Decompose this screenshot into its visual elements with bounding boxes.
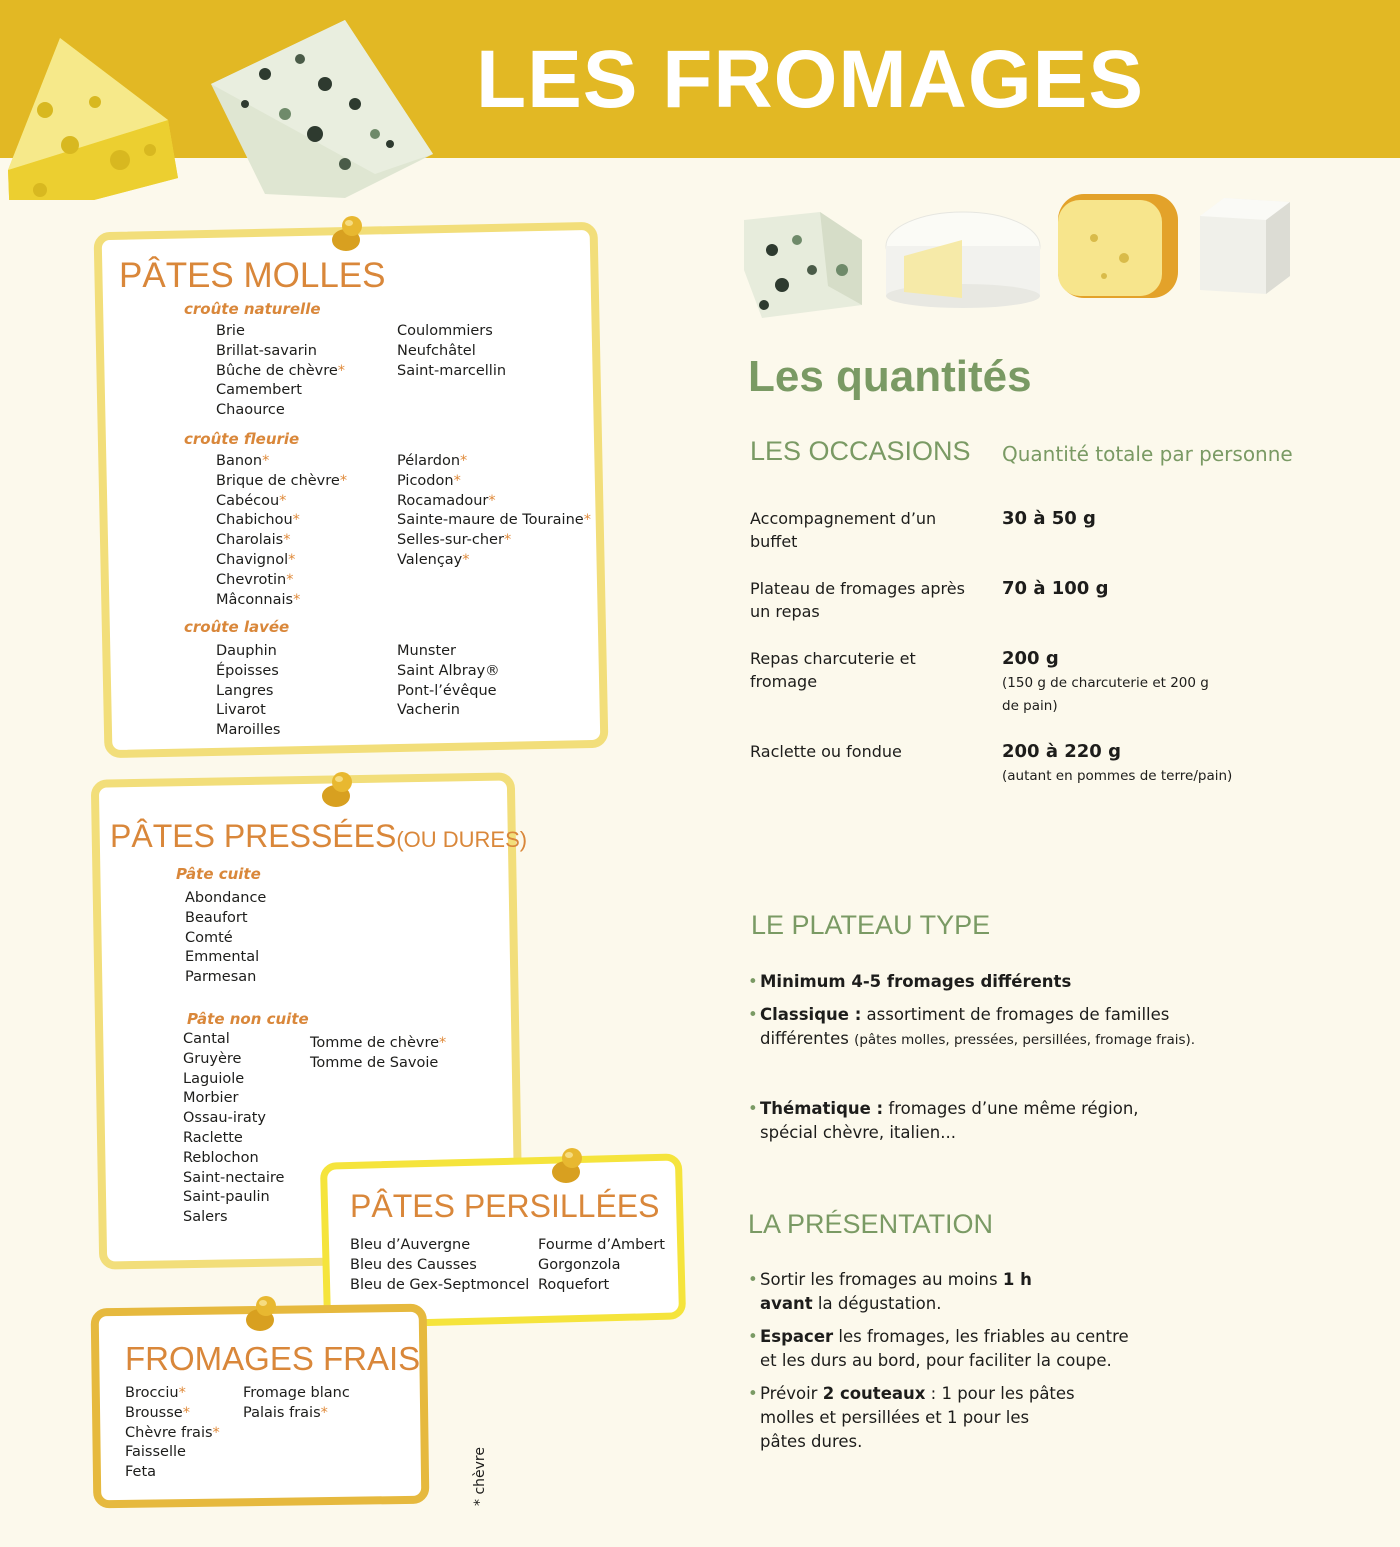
push-pin-icon [548, 1144, 588, 1186]
list-item: Palais frais* [243, 1404, 328, 1421]
plateau-heading: LE PLATEAU TYPE [751, 910, 991, 940]
list-item: Brique de chèvre* [216, 472, 348, 489]
camembert-icon [884, 206, 1042, 310]
croute-fleurie-label: croûte fleurie [184, 430, 300, 448]
list-item: Saint Albray® [397, 662, 500, 679]
list-item: Mâconnais* [216, 591, 301, 608]
quantites-title: Les quantités [748, 352, 1032, 401]
list-item: Vacherin [397, 702, 460, 719]
frais-col1 [125, 1384, 220, 1483]
list-item: Brocciu* [125, 1385, 186, 1401]
persillees-col1 [350, 1236, 529, 1295]
list-item: Roquefort [538, 1276, 610, 1293]
list-item: Charolais* [216, 532, 291, 549]
list-item: Maroilles [216, 722, 281, 739]
list-item: Parmesan [185, 969, 257, 986]
fromages-frais-title: FROMAGES FRAIS [125, 1340, 421, 1377]
plateau-bullet: • Classique : assortiment de fromages de familles différentes (pâtes molles, pressées, persillées, fromage frais). [748, 1005, 1196, 1048]
non-cuite-col2 [310, 1034, 446, 1074]
non-cuite-col1 [183, 1030, 284, 1228]
list-item: Chevrotin* [216, 571, 294, 588]
list-item: Salers [183, 1209, 228, 1226]
presentation-bullet: • Espacer les fromages, les friables au centre et les durs au bord, pour faciliter la coupe. [748, 1327, 1129, 1370]
list-item: Gorgonzola [538, 1256, 621, 1273]
fleurie-col2 [397, 452, 591, 571]
list-item: Saint-paulin [183, 1189, 270, 1206]
pate-non-cuite-label: Pâte non cuite [187, 1010, 309, 1028]
list-item: Gruyère [183, 1050, 242, 1067]
presentation-bullet: • Prévoir 2 couteaux : 1 pour les pâtes molles et persillées et 1 pour les pâtes dures. [748, 1384, 1075, 1451]
list-item: Fromage blanc [243, 1385, 350, 1401]
occasion-label: Accompagnement d’un buffet [750, 509, 937, 551]
pates-persillees-title: PÂTES PERSILLÉES [350, 1188, 660, 1224]
list-item: Bûche de chèvre* [216, 362, 346, 379]
list-item: Fourme d’Ambert [538, 1237, 665, 1253]
push-pin-icon [328, 212, 368, 254]
list-item: Cabécou* [216, 492, 287, 509]
list-item: Camembert [216, 382, 302, 399]
list-item: Cantal [183, 1031, 230, 1047]
list-item: Tomme de chèvre* [310, 1035, 447, 1051]
gouda-icon [1054, 188, 1182, 302]
lavee-col2 [397, 642, 500, 721]
list-item: Bleu d’Auvergne [350, 1237, 471, 1253]
list-item: Banon* [216, 453, 270, 469]
blue-cheese-icon [742, 210, 864, 322]
lavee-col1 [216, 642, 280, 741]
pates-molles-title: PÂTES MOLLES [119, 256, 386, 295]
list-item: Neufchâtel [397, 342, 476, 359]
list-item: Pélardon* [397, 453, 468, 469]
list-item: Pont-l’évêque [397, 682, 497, 699]
list-item: Beaufort [185, 909, 248, 926]
swiss-cheese-icon [0, 30, 180, 200]
pates-pressees-title: PÂTES PRESSÉES(OU DURES) [110, 818, 528, 854]
list-item: Brousse* [125, 1404, 190, 1421]
push-pin-icon [318, 768, 358, 810]
list-item: Valençay* [397, 551, 470, 568]
list-item: Saint-marcellin [397, 362, 507, 379]
list-item: Tomme de Savoie [310, 1054, 439, 1071]
naturelle-col2 [397, 322, 506, 381]
occasion-amount: 200 g (150 g de charcuterie et 200 g de pain) [1002, 648, 1209, 714]
list-item: Chavignol* [216, 551, 296, 568]
list-item: Feta [125, 1464, 157, 1481]
list-item: Chèvre frais* [125, 1424, 220, 1441]
list-item: Picodon* [397, 472, 461, 489]
presentation-heading: LA PRÉSENTATION [748, 1209, 994, 1239]
list-item: Laguiole [183, 1070, 245, 1087]
naturelle-col1 [216, 322, 345, 421]
list-item: Bleu de Gex-Septmoncel [350, 1276, 530, 1293]
footnote: * chèvre [472, 1447, 488, 1506]
feta-icon [1196, 196, 1292, 296]
frais-col2 [243, 1384, 350, 1424]
list-item: Époisses [216, 662, 279, 679]
presentation-bullet: • Sortir les fromages au moins 1 h avant la dégustation. [748, 1270, 1032, 1313]
croute-lavee-label: croûte lavée [184, 618, 290, 636]
occasion-amount: 30 à 50 g [1002, 508, 1096, 529]
list-item: Langres [216, 682, 274, 699]
list-item: Dauphin [216, 643, 277, 659]
list-item: Chabichou* [216, 512, 300, 529]
list-item: Faisselle [125, 1444, 186, 1461]
list-item: Abondance [185, 890, 267, 906]
list-item: Raclette [183, 1129, 243, 1146]
cuite-list [185, 889, 266, 988]
plateau-bullet: • Minimum 4-5 fromages différents [748, 972, 1072, 991]
list-item: Munster [397, 643, 457, 659]
list-item: Selles-sur-cher* [397, 532, 512, 549]
plateau-bullet: • Thématique : fromages d’une même région, spécial chèvre, italien... [748, 1099, 1139, 1142]
list-item: Morbier [183, 1090, 239, 1107]
list-item: Chaource [216, 402, 285, 419]
list-item: Comté [185, 929, 233, 946]
occasion-label: Plateau de fromages après un repas [750, 579, 965, 621]
list-item: Saint-nectaire [183, 1169, 285, 1186]
occasion-amount: 70 à 100 g [1002, 578, 1109, 599]
list-item: Reblochon [183, 1149, 259, 1166]
croute-naturelle-label: croûte naturelle [184, 300, 321, 318]
list-item: Coulommiers [397, 323, 493, 339]
fleurie-col1 [216, 452, 347, 610]
blue-cheese-icon [205, 14, 437, 200]
persillees-col2 [538, 1236, 665, 1295]
list-item: Rocamadour* [397, 492, 496, 509]
pate-cuite-label: Pâte cuite [176, 865, 261, 883]
list-item: Brillat-savarin [216, 342, 317, 359]
list-item: Brie [216, 323, 245, 339]
list-item: Ossau-iraty [183, 1110, 266, 1127]
occasion-label: Repas charcuterie et fromage [750, 649, 916, 691]
quantity-heading: Quantité totale par personne [1002, 442, 1293, 466]
list-item: Bleu des Causses [350, 1256, 477, 1273]
list-item: Livarot [216, 702, 266, 719]
occasion-label: Raclette ou fondue [750, 742, 902, 761]
list-item: Emmental [185, 949, 260, 966]
push-pin-icon [242, 1292, 282, 1334]
occasion-amount: 200 à 220 g (autant en pommes de terre/pain) [1002, 741, 1233, 784]
page-title: LES FROMAGES [476, 34, 1145, 125]
occasions-heading: LES OCCASIONS [750, 436, 971, 466]
list-item: Sainte-maure de Touraine* [397, 512, 591, 529]
